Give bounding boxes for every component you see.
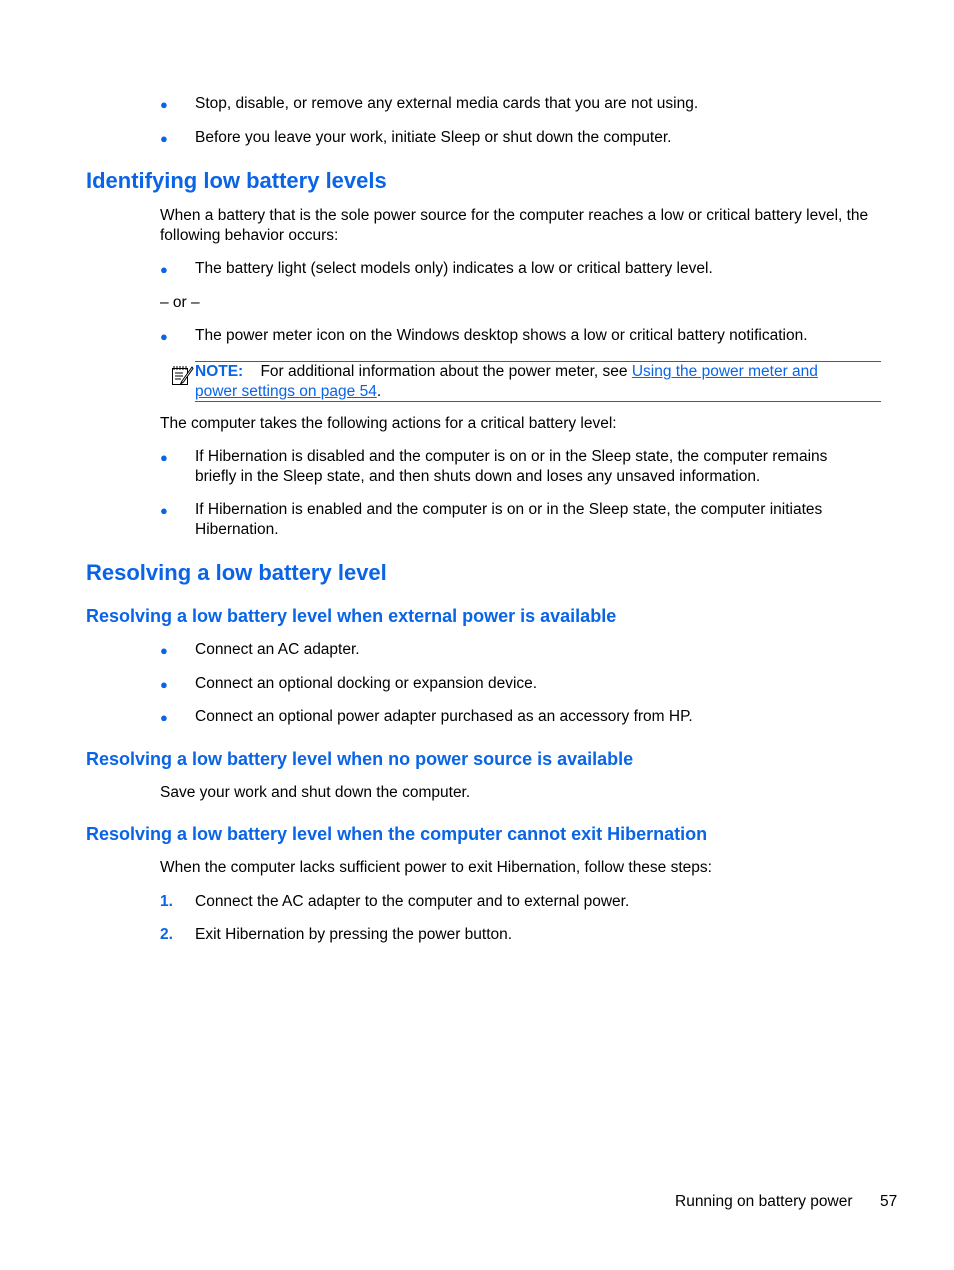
or-separator: – or – (160, 294, 200, 311)
footer-section-title: Running on battery power (675, 1193, 853, 1210)
note-end: . (376, 383, 382, 400)
section-heading: Identifying low battery levels (86, 168, 387, 193)
step-text: Exit Hibernation by pressing the power button. (195, 926, 513, 943)
page-number: 57 (880, 1193, 898, 1210)
bullet-icon: ● (160, 503, 168, 518)
bullet-icon: ● (160, 643, 168, 658)
power-meter-link-cont[interactable]: power settings on page 54 (195, 383, 377, 400)
note-icon (170, 363, 194, 387)
list-item: Before you leave your work, initiate Sleep or shut down the computer. (195, 129, 672, 146)
bullet-icon: ● (160, 262, 168, 277)
list-item: Stop, disable, or remove any external media cards that you are not using. (195, 95, 699, 112)
subsection-heading: Resolving a low battery level when no power source is available (86, 749, 634, 769)
subsection-heading: Resolving a low battery level when the computer cannot exit Hibernation (86, 824, 708, 844)
note-text: For additional information about the power meter, see (260, 363, 628, 380)
list-item: If Hibernation is enabled and the computer is on or in the Sleep state, the computer initiates Hibernation. (195, 501, 823, 538)
subsection-text: Save your work and shut down the computer. (160, 784, 471, 801)
bullet-icon: ● (160, 97, 168, 112)
bullet-icon: ● (160, 677, 168, 692)
note-bottom-rule (195, 401, 881, 402)
note-block (195, 362, 881, 402)
section-heading: Resolving a low battery level (86, 560, 387, 585)
list-item: The power meter icon on the Windows desktop shows a low or critical battery notification. (195, 327, 808, 344)
subsection-heading: Resolving a low battery level when external power is available (86, 606, 617, 626)
list-item: Connect an optional power adapter purchased as an accessory from HP. (195, 708, 693, 725)
list-item: The battery light (select models only) indicates a low or critical battery level. (195, 260, 713, 277)
step-text: Connect the AC adapter to the computer and to external power. (195, 893, 630, 910)
list-item: Connect an optional docking or expansion device. (195, 675, 538, 692)
list-item: Connect an AC adapter. (195, 641, 360, 658)
subsection-intro: When the computer lacks sufficient power to exit Hibernation, follow these steps: (160, 859, 712, 876)
section-intro: When a battery that is the sole power source for the computer reaches a low or critical battery level, the following behavior occurs: (160, 207, 869, 244)
list-item: If Hibernation is disabled and the computer is on or in the Sleep state, the computer remains briefly in the Sleep state, and then shuts down and loses any unsaved information. (195, 448, 828, 485)
note-label: NOTE: (195, 363, 244, 380)
bullet-icon: ● (160, 450, 168, 465)
bullet-icon: ● (160, 710, 168, 725)
bullet-icon: ● (160, 131, 168, 146)
bullet-icon: ● (160, 329, 168, 344)
step-number: 2. (160, 926, 173, 943)
step-number: 1. (160, 893, 173, 910)
critical-intro: The computer takes the following actions for a critical battery level: (160, 415, 617, 432)
power-meter-link[interactable]: Using the power meter and (631, 363, 818, 380)
